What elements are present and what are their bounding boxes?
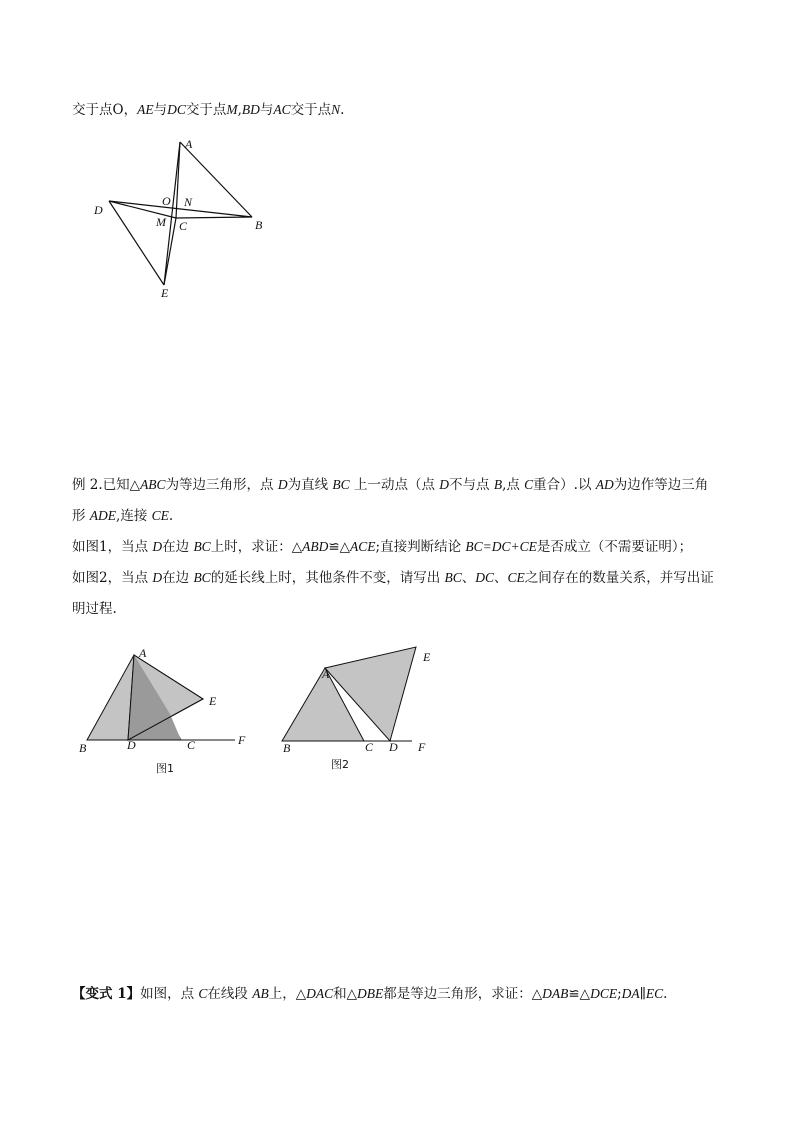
fig1-caption: 图1 xyxy=(156,762,174,775)
segment-dc: DC xyxy=(475,570,495,585)
intro-text: 交于点 xyxy=(185,102,227,118)
intro-text: . xyxy=(340,102,345,118)
segment-bd: BD xyxy=(241,102,260,117)
variant1-text: . xyxy=(663,986,668,1002)
label-d: D xyxy=(94,203,103,217)
label-c: C xyxy=(179,219,188,233)
line-bc: BC xyxy=(332,477,350,492)
point-d: D xyxy=(439,477,450,492)
triangle-ace: ACE xyxy=(350,539,376,554)
segment-bc: BC xyxy=(193,539,211,554)
variant1-text: ; xyxy=(617,986,622,1002)
example2-text: ,连接 xyxy=(116,508,152,524)
fig1-label-e: E xyxy=(209,694,217,708)
label-e: E xyxy=(161,286,169,300)
example2-text: 、 xyxy=(494,570,508,586)
triangle-dab: DAB xyxy=(542,986,569,1001)
variant1-text: 在线段 xyxy=(207,986,253,1002)
segment-ad: AD xyxy=(595,477,614,492)
fig2-label-a: A xyxy=(322,667,330,681)
triangle-dac: DAC xyxy=(306,986,334,1001)
figure-2 xyxy=(282,647,431,771)
fig2-label-e: E xyxy=(423,650,431,664)
segment-ab: AB xyxy=(252,986,269,1001)
example2-text: 形 xyxy=(72,508,90,524)
variant1-text: 和△ xyxy=(333,986,357,1002)
example2-text: 之间存在的数量关系，并写出证 xyxy=(524,570,714,586)
triangle-dbe: DBE xyxy=(356,986,384,1001)
congruent-symbol: ≌△ xyxy=(568,986,591,1002)
segment-bc: BC xyxy=(193,570,211,585)
intro-text: 交于点 xyxy=(290,102,332,118)
segment-ce: CE xyxy=(507,570,525,585)
example2-text: 上一动点（点 xyxy=(349,477,440,493)
point-d: D xyxy=(152,570,163,585)
label-a: A xyxy=(185,137,193,151)
fig1-label-a: A xyxy=(139,646,147,660)
segment-da: DA xyxy=(621,986,640,1001)
point-c: C xyxy=(198,986,208,1001)
congruent-symbol: ≌△ xyxy=(328,539,351,555)
point-o: O xyxy=(112,102,124,118)
point-d: D xyxy=(277,477,288,492)
example2-text: 重合）.以 xyxy=(533,477,596,493)
point-m: M xyxy=(226,102,238,117)
example2-text: 、 xyxy=(461,570,476,586)
fig1-label-b: B xyxy=(79,741,87,755)
segment-dc: DC xyxy=(167,102,186,117)
point-b: B xyxy=(493,477,503,492)
variant1-tag: 【变式 1】 xyxy=(72,986,141,1002)
fig1-label-f: F xyxy=(238,733,246,747)
parallel-symbol: ∥ xyxy=(639,986,646,1002)
fig2-caption: 图2 xyxy=(331,758,349,771)
segment-bc: BC xyxy=(444,570,462,585)
intro-text: ， xyxy=(123,102,138,118)
example2-text: ,点 xyxy=(502,477,525,493)
fig1-label-d: D xyxy=(127,738,136,752)
point-c: C xyxy=(524,477,534,492)
intro-text: 交于点 xyxy=(72,102,113,118)
fig2-label-c: C xyxy=(365,740,374,754)
example2-text: 的延长线上时，其他条件不变，请写出 xyxy=(210,570,445,586)
triangle-abd: ABD xyxy=(302,539,329,554)
example2-text: 如图1，当点 xyxy=(72,539,153,555)
example2-text: 上时，求证：△ xyxy=(210,539,303,555)
intro-text: , xyxy=(237,102,242,118)
point-n: N xyxy=(331,102,341,117)
variant1-line xyxy=(72,985,667,1003)
example2-text: 在边 xyxy=(162,539,194,555)
label-n: N xyxy=(184,195,193,209)
example2-text: 不与点 xyxy=(449,477,494,493)
variant1-text: 上，△ xyxy=(268,986,307,1002)
label-o: O xyxy=(162,194,171,208)
example2-text: 明过程. xyxy=(72,601,117,617)
example2-text: 例 2.已知△ xyxy=(72,477,141,493)
example2-text: . xyxy=(168,508,174,524)
segment-ec: EC xyxy=(645,986,664,1001)
figure-1 xyxy=(79,646,246,775)
example2-text: 是否成立（不需要证明）； xyxy=(536,539,693,555)
intro-text: 与 xyxy=(153,102,168,118)
intro-text: 与 xyxy=(259,102,274,118)
segment-ae: AE xyxy=(137,102,154,117)
fig1-label-c: C xyxy=(187,738,196,752)
example2-text: 为直线 xyxy=(287,477,333,493)
triangle-abc: ABC xyxy=(140,477,166,492)
fig2-label-f: F xyxy=(418,740,426,754)
equation: BC=DC+CE xyxy=(465,539,537,554)
fig2-label-b: B xyxy=(283,741,291,755)
variant1-text: 都是等边三角形，求证：△ xyxy=(383,986,543,1002)
label-m: M xyxy=(156,215,166,229)
label-b: B xyxy=(255,218,263,232)
example2-text: 如图2，当点 xyxy=(72,570,153,586)
variant1-text: 如图，点 xyxy=(140,986,199,1002)
example2-text: 在边 xyxy=(162,570,194,586)
point-d: D xyxy=(152,539,163,554)
segment-ce: CE xyxy=(151,508,169,523)
fig2-label-d: D xyxy=(389,740,398,754)
example2-text: 为边作等边三角 xyxy=(613,477,709,493)
segment-ac: AC xyxy=(273,102,291,117)
triangle-ade: ADE xyxy=(89,508,117,523)
example2-text: 为等边三角形，点 xyxy=(165,477,278,493)
example2-text: ;直接判断结论 xyxy=(375,539,466,555)
triangle-dce: DCE xyxy=(590,986,618,1001)
